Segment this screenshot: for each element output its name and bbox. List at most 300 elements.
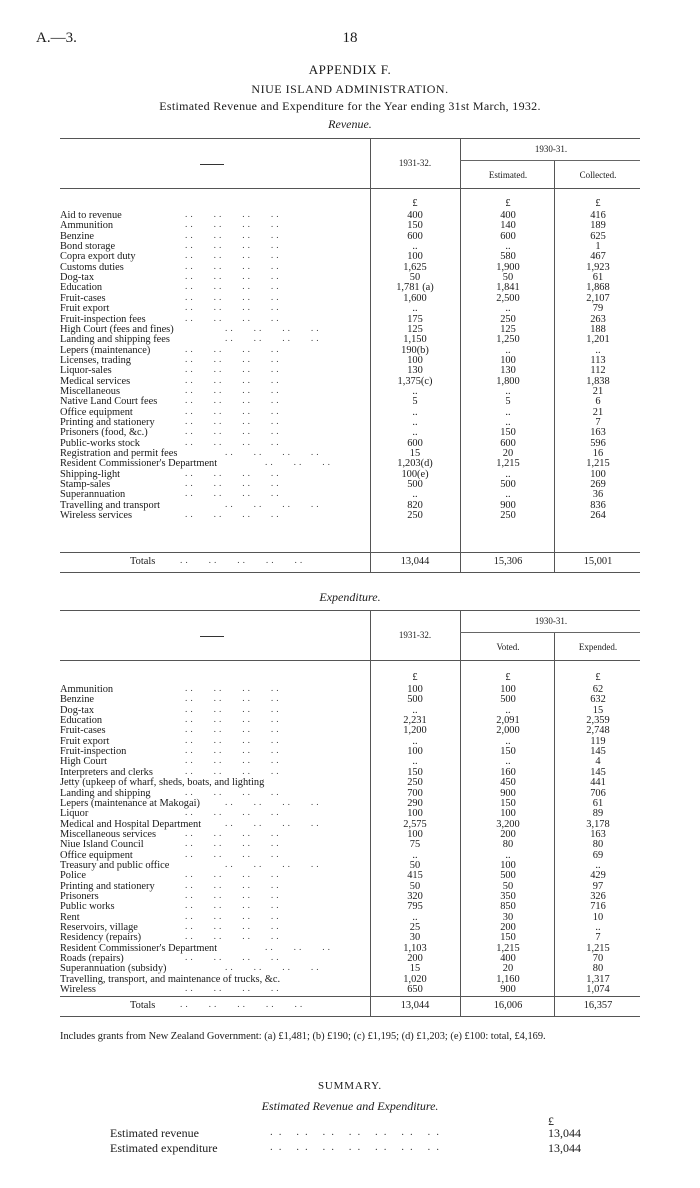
summary-label-expenditure: Estimated expenditure: [110, 1141, 218, 1155]
currency-symbol: £: [595, 672, 601, 683]
row-value-current: 290: [407, 797, 423, 809]
leader-dots: .. .. .. ..: [185, 417, 282, 427]
row-value-second: 600: [500, 230, 516, 242]
totals-label: Totals: [130, 1000, 156, 1011]
totals-value-current: 13,044: [400, 556, 430, 567]
row-value-second: ..: [505, 385, 511, 397]
row-value-third: 112: [590, 365, 606, 377]
row-label: Fruit-inspection fees: [60, 313, 146, 325]
row-label: Fruit export: [60, 735, 110, 747]
leader-dots: .. .. .. ..: [185, 282, 282, 293]
column-divider: [460, 610, 461, 1016]
leader-dots: .. .. .. ..: [185, 715, 282, 726]
row-value-third: 62: [592, 684, 604, 695]
leader-dots: .. .. .. ..: [185, 261, 282, 272]
row-value-third: 836: [590, 499, 606, 511]
row-value-second: ..: [505, 406, 511, 418]
row-value-current: 700: [407, 787, 423, 799]
row-value-current: 100: [407, 828, 423, 840]
row-value-second: ..: [505, 417, 511, 428]
row-value-second: 400: [500, 210, 516, 221]
row-label: Rent: [60, 911, 80, 923]
row-value-current: 75: [409, 839, 421, 851]
summary-leader-dots: .. .. .. .. .. .. ..: [270, 1126, 445, 1138]
row-value-current: ..: [412, 385, 418, 397]
row-value-current: 5: [412, 396, 418, 408]
document-reference: A.—3.: [36, 30, 77, 46]
row-label: Bond storage: [60, 241, 116, 253]
row-label: Education: [60, 282, 103, 294]
currency-symbol: £: [412, 198, 418, 209]
row-value-third: 1: [595, 241, 601, 253]
leader-dots: .. .. .. ..: [225, 963, 322, 974]
row-value-third: 15: [592, 704, 604, 716]
row-value-third: 416: [590, 210, 606, 221]
totals-value-current: 13,044: [400, 1000, 430, 1011]
row-value-third: 97: [592, 880, 604, 892]
leader-dots: .. .. .. ..: [185, 406, 282, 417]
row-value-third: ..: [595, 922, 601, 934]
leader-dots: .. .. .. ..: [185, 891, 282, 901]
row-value-current: 2,231: [403, 715, 427, 727]
row-label: Superannuation (subsidy): [60, 963, 167, 975]
row-value-third: 1,215: [586, 942, 610, 954]
leader-dots: .. .. .. ..: [225, 448, 322, 459]
column-divider: [370, 610, 371, 1016]
appendix-title: APPENDIX F.: [308, 62, 392, 77]
row-value-second: 200: [500, 922, 516, 934]
leader-dots: .. .. .. ..: [185, 880, 282, 891]
row-value-third: 706: [590, 787, 606, 799]
footnote: Includes grants from New Zealand Government: (a) £1,481; (b) £190; (c) £1,195; (d) £1,203; (e) £100: total, £4,169.: [60, 1031, 546, 1042]
leader-dots: .. .. .. ..: [225, 797, 322, 808]
row-value-second: ..: [505, 344, 511, 356]
row-value-current: 400: [407, 210, 423, 221]
row-label: Resident Commissioner's Department: [60, 458, 218, 470]
row-label: Native Land Court fees: [60, 396, 158, 408]
row-value-second: ..: [505, 735, 511, 747]
row-label: Dog-tax: [60, 272, 95, 284]
row-value-second: 20: [502, 448, 514, 460]
row-value-current: ..: [412, 735, 418, 747]
header-dash: [200, 164, 224, 165]
row-value-current: ..: [412, 911, 418, 923]
row-value-second: 350: [500, 891, 516, 902]
row-value-second: 1,250: [496, 334, 520, 346]
column-header-third: Expended.: [578, 642, 618, 652]
row-value-second: 250: [500, 510, 516, 522]
row-value-current: 1,625: [403, 261, 427, 273]
row-value-third: 596: [590, 437, 606, 449]
leader-dots: .. .. .. ..: [185, 292, 282, 303]
row-value-current: ..: [412, 489, 418, 501]
row-value-current: 100: [407, 354, 423, 366]
expenditure-section-title: Expenditure.: [319, 590, 381, 604]
leader-dots: .. .. .. ..: [185, 468, 282, 479]
row-value-second: 140: [500, 220, 516, 232]
row-value-current: 200: [407, 953, 423, 965]
table-totals-rule: [60, 996, 640, 997]
currency-symbol: £: [505, 198, 511, 209]
leader-dots: .. .. .. ..: [185, 922, 282, 933]
currency-symbol: £: [505, 672, 511, 683]
leader-dots: .. .. .. ..: [225, 818, 322, 829]
row-value-current: ..: [412, 303, 418, 315]
row-value-third: 145: [590, 766, 606, 778]
row-label: Ammunition: [60, 684, 114, 695]
row-value-third: 2,359: [586, 715, 610, 727]
row-value-current: 15: [409, 448, 421, 460]
row-label: Liquor: [60, 808, 89, 820]
row-value-third: 189: [590, 220, 606, 232]
totals-value-third: 15,001: [583, 556, 613, 567]
row-value-current: 600: [407, 437, 423, 449]
column-divider: [554, 160, 555, 572]
column-header-current: 1931-32.: [398, 158, 432, 168]
row-value-second: 900: [500, 787, 516, 799]
leader-dots: .. .. .. ..: [185, 704, 282, 715]
leader-dots: .. .. .. ..: [185, 272, 282, 283]
row-value-current: 320: [407, 891, 423, 902]
row-label: Miscellaneous: [60, 385, 121, 397]
row-value-second: 500: [500, 694, 516, 706]
row-value-second: 50: [502, 272, 514, 284]
row-value-current: ..: [412, 417, 418, 428]
row-value-current: 250: [407, 777, 423, 789]
row-value-current: 190(b): [401, 344, 429, 356]
summary-label-revenue: Estimated revenue: [110, 1126, 199, 1140]
currency-symbol: £: [595, 198, 601, 209]
row-label: Landing and shipping: [60, 787, 151, 799]
row-value-third: 80: [592, 839, 604, 851]
leader-dots: .. .. .. ..: [185, 766, 282, 777]
row-value-current: 500: [407, 479, 423, 491]
row-value-second: 1,900: [496, 261, 520, 273]
column-divider: [460, 138, 461, 572]
row-label: Lepers (maintenance at Makogai): [60, 797, 200, 809]
row-value-second: ..: [505, 468, 511, 480]
row-value-current: 1,150: [403, 334, 427, 346]
row-value-second: ..: [505, 704, 511, 716]
row-value-second: 150: [500, 746, 516, 758]
row-value-third: 119: [590, 735, 606, 747]
leader-dots: .. .. .. ..: [185, 251, 282, 262]
row-label: Prisoners (food, &c.): [60, 427, 148, 439]
leader-dots: .. .. .. ..: [185, 313, 282, 324]
row-value-second: 1,215: [496, 942, 520, 954]
page-number: 18: [342, 30, 358, 46]
leader-dots: .. .. .. ..: [185, 870, 282, 881]
leader-dots: .. .. .. ..: [185, 241, 282, 252]
leader-dots: .. .. .. ..: [185, 932, 282, 943]
row-value-second: 50: [502, 880, 514, 892]
row-value-current: 820: [407, 499, 423, 511]
row-value-current: 2,575: [403, 818, 427, 830]
row-value-current: ..: [412, 756, 418, 768]
row-value-second: ..: [505, 303, 511, 315]
row-value-current: 50: [409, 272, 421, 284]
summary-title: SUMMARY.: [318, 1080, 382, 1092]
document-subtitle: Estimated Revenue and Expenditure for the Year ending 31st March, 1932.: [159, 99, 541, 113]
row-label: Wireless: [60, 984, 96, 996]
row-label: Ammunition: [60, 220, 114, 232]
row-label: Landing and shipping fees: [60, 334, 170, 346]
header-dash: [200, 636, 224, 637]
summary-value-revenue: 13,044: [548, 1126, 581, 1140]
summary-leader-dots: .. .. .. .. .. .. ..: [270, 1141, 445, 1153]
row-value-second: 450: [500, 777, 516, 789]
row-value-third: 1,923: [586, 261, 610, 273]
table-bottom-rule: [60, 572, 640, 573]
row-value-second: 600: [500, 437, 516, 449]
row-value-second: 100: [500, 354, 516, 366]
totals-value-second: 15,306: [493, 556, 523, 567]
row-label: Customs duties: [60, 261, 124, 273]
group-header-rule: [460, 160, 640, 161]
row-value-second: 100: [500, 859, 516, 871]
table-top-rule: [60, 610, 640, 611]
row-label: Wireless services: [60, 510, 132, 522]
leader-dots: .. .. ..: [265, 458, 333, 469]
expenditure-table: [60, 610, 640, 1022]
row-label: Printing and stationery: [60, 417, 155, 428]
row-value-third: 625: [590, 230, 606, 242]
revenue-section-title: Revenue.: [328, 117, 372, 131]
leader-dots: .. .. .. ..: [185, 746, 282, 757]
row-value-second: 1,841: [496, 282, 520, 294]
leader-dots: .. .. .. ..: [185, 510, 282, 521]
table-header-rule: [60, 660, 640, 661]
row-label: Office equipment: [60, 406, 133, 418]
row-value-second: 1,800: [496, 375, 520, 387]
leader-dots: .. .. .. ..: [185, 911, 282, 922]
row-value-third: ..: [595, 344, 601, 356]
row-label: Copra export duty: [60, 251, 136, 263]
row-value-current: 15: [409, 963, 421, 975]
row-value-third: 441: [590, 777, 606, 789]
leader-dots: .. .. .. ..: [185, 220, 282, 231]
row-label: Prisoners: [60, 891, 99, 902]
row-value-second: ..: [505, 849, 511, 861]
leader-dots: .. .. .. ..: [185, 787, 282, 798]
leader-dots: .. .. .. ..: [185, 427, 282, 438]
summary-value-expenditure: 13,044: [548, 1141, 581, 1155]
row-value-second: 500: [500, 870, 516, 882]
row-label: Fruit-inspection: [60, 746, 127, 758]
leader-dots: .. .. .. ..: [225, 859, 322, 870]
row-value-second: 125: [500, 323, 516, 335]
row-value-second: ..: [505, 756, 511, 768]
row-label: Public-works stock: [60, 437, 140, 449]
row-label: Public works: [60, 901, 115, 913]
row-label: Printing and stationery: [60, 880, 155, 892]
leader-dots: .. .. .. .. ..: [180, 556, 306, 566]
row-value-current: 600: [407, 230, 423, 242]
row-value-second: 900: [500, 499, 516, 511]
row-value-second: 500: [500, 479, 516, 491]
table-header-rule: [60, 188, 640, 189]
row-value-third: 70: [592, 953, 604, 965]
currency-symbol: £: [412, 672, 418, 683]
row-value-current: ..: [412, 704, 418, 716]
row-value-second: 100: [500, 684, 516, 695]
row-value-second: 1,160: [496, 973, 520, 985]
row-value-current: 150: [407, 220, 423, 232]
row-value-current: 100: [407, 251, 423, 263]
row-value-current: 650: [407, 984, 423, 996]
row-label: Fruit export: [60, 303, 110, 315]
leader-dots: .. .. .. ..: [185, 303, 282, 314]
row-value-third: 1,868: [586, 282, 610, 294]
row-value-third: 326: [590, 891, 606, 902]
summary-subtitle: Estimated Revenue and Expenditure.: [261, 1099, 439, 1113]
row-label: Liquor-sales: [60, 365, 112, 377]
row-label: High Court: [60, 756, 108, 768]
totals-value-second: 16,006: [493, 1000, 523, 1011]
row-value-third: 467: [590, 251, 606, 263]
row-value-third: 80: [592, 963, 604, 975]
leader-dots: .. .. .. ..: [225, 499, 322, 510]
leader-dots: .. .. .. ..: [185, 684, 282, 694]
leader-dots: .. .. .. ..: [185, 953, 282, 964]
table-top-rule: [60, 138, 640, 139]
revenue-table: [60, 138, 640, 578]
row-value-third: 3,178: [586, 818, 610, 830]
row-value-current: ..: [412, 406, 418, 418]
leader-dots: .. .. .. ..: [185, 808, 282, 819]
leader-dots: .. .. .. ..: [185, 365, 282, 376]
row-label: Dog-tax: [60, 704, 95, 716]
column-divider: [370, 138, 371, 572]
totals-value-third: 16,357: [583, 1000, 613, 1011]
leader-dots: .. .. .. ..: [185, 437, 282, 448]
row-label: Benzine: [60, 694, 95, 706]
row-value-third: 429: [590, 870, 606, 882]
row-value-current: 500: [407, 694, 423, 706]
row-label: Travelling and transport: [60, 499, 161, 511]
row-value-second: 850: [500, 901, 516, 913]
row-value-second: 80: [502, 839, 514, 851]
row-label: Reservoirs, village: [60, 922, 138, 934]
row-value-third: 89: [592, 808, 604, 820]
row-value-current: ..: [412, 427, 418, 439]
leader-dots: .. .. .. ..: [185, 849, 282, 860]
row-value-second: 580: [500, 251, 516, 263]
row-value-second: ..: [505, 241, 511, 253]
row-value-second: 3,200: [496, 818, 520, 830]
row-value-third: 7: [595, 417, 601, 428]
column-header-second: Voted.: [496, 642, 520, 652]
row-label: Education: [60, 715, 103, 727]
row-value-third: 163: [590, 828, 606, 840]
leader-dots: .. .. .. ..: [185, 479, 282, 490]
row-value-current: 1,103: [403, 942, 427, 954]
leader-dots: .. .. .. ..: [185, 385, 282, 396]
leader-dots: .. .. .. ..: [185, 756, 282, 767]
row-value-third: 79: [592, 303, 604, 315]
row-value-third: 21: [592, 406, 604, 418]
row-value-second: 150: [500, 427, 516, 439]
leader-dots: .. .. .. ..: [225, 323, 322, 334]
row-value-current: 30: [409, 932, 421, 944]
leader-dots: .. .. .. ..: [185, 839, 282, 850]
row-value-second: 400: [500, 953, 516, 965]
row-value-third: 269: [590, 479, 606, 491]
leader-dots: .. .. .. ..: [185, 344, 282, 355]
leader-dots: .. .. .. ..: [185, 489, 282, 500]
row-value-third: ..: [595, 859, 601, 871]
row-value-current: 100: [407, 808, 423, 820]
row-label: Aid to revenue: [60, 210, 122, 221]
row-value-third: 1,317: [586, 973, 610, 985]
row-value-third: 7: [595, 932, 601, 944]
leader-dots: .. .. .. ..: [185, 901, 282, 912]
row-value-second: 250: [500, 313, 516, 325]
leader-dots: .. .. .. ..: [185, 210, 282, 220]
leader-dots: .. .. .. ..: [185, 828, 282, 839]
column-divider: [554, 632, 555, 1016]
row-value-current: ..: [412, 241, 418, 253]
totals-label: Totals: [130, 556, 156, 567]
column-header-group: 1930-31.: [534, 144, 568, 154]
row-label: Niue Island Council: [60, 839, 144, 851]
row-label: Jetty (upkeep of wharf, sheds, boats, and lighting: [60, 777, 265, 789]
summary-currency: £: [548, 1114, 554, 1128]
row-value-current: 175: [407, 313, 423, 325]
row-label: Registration and permit fees: [60, 448, 178, 460]
leader-dots: .. .. ..: [265, 942, 333, 953]
row-value-current: 100(e): [401, 468, 429, 480]
row-value-third: 113: [590, 354, 606, 366]
row-value-current: 50: [409, 880, 421, 892]
leader-dots: .. .. .. .. ..: [180, 1000, 306, 1010]
row-value-third: 100: [590, 468, 606, 480]
row-label: Medical services: [60, 375, 131, 387]
row-value-third: 263: [590, 313, 606, 325]
row-value-third: 1,074: [586, 984, 610, 996]
row-value-second: 5: [505, 396, 511, 408]
row-value-third: 632: [590, 694, 606, 706]
row-label: Superannuation: [60, 489, 126, 501]
row-label: Police: [60, 870, 86, 882]
row-value-second: 150: [500, 797, 516, 809]
row-label: Resident Commissioner's Department: [60, 942, 218, 954]
row-label: Medical and Hospital Department: [60, 818, 202, 830]
group-header-rule: [460, 632, 640, 633]
row-value-current: ..: [412, 849, 418, 861]
row-value-current: 1,600: [403, 292, 427, 304]
row-value-third: 2,107: [586, 292, 610, 304]
row-value-current: 1,375(c): [397, 375, 433, 387]
column-header-third: Collected.: [579, 170, 617, 180]
row-label: Interpreters and clerks: [60, 766, 153, 778]
row-value-current: 1,200: [403, 725, 427, 737]
leader-dots: .. .. .. ..: [185, 735, 282, 746]
row-value-third: 145: [590, 746, 606, 758]
row-value-second: 2,000: [496, 725, 520, 737]
row-value-third: 10: [592, 911, 604, 923]
column-header-group: 1930-31.: [534, 616, 568, 626]
table-totals-rule: [60, 552, 640, 553]
column-header-current: 1931-32.: [398, 630, 432, 640]
leader-dots: .. .. .. ..: [185, 725, 282, 736]
administration-title: NIUE ISLAND ADMINISTRATION.: [251, 82, 449, 96]
table-bottom-rule: [60, 1016, 640, 1017]
row-label: Shipping-light: [60, 468, 121, 480]
row-label: Residency (repairs): [60, 932, 142, 944]
row-value-second: 130: [500, 365, 516, 377]
row-value-second: 2,091: [496, 715, 520, 727]
